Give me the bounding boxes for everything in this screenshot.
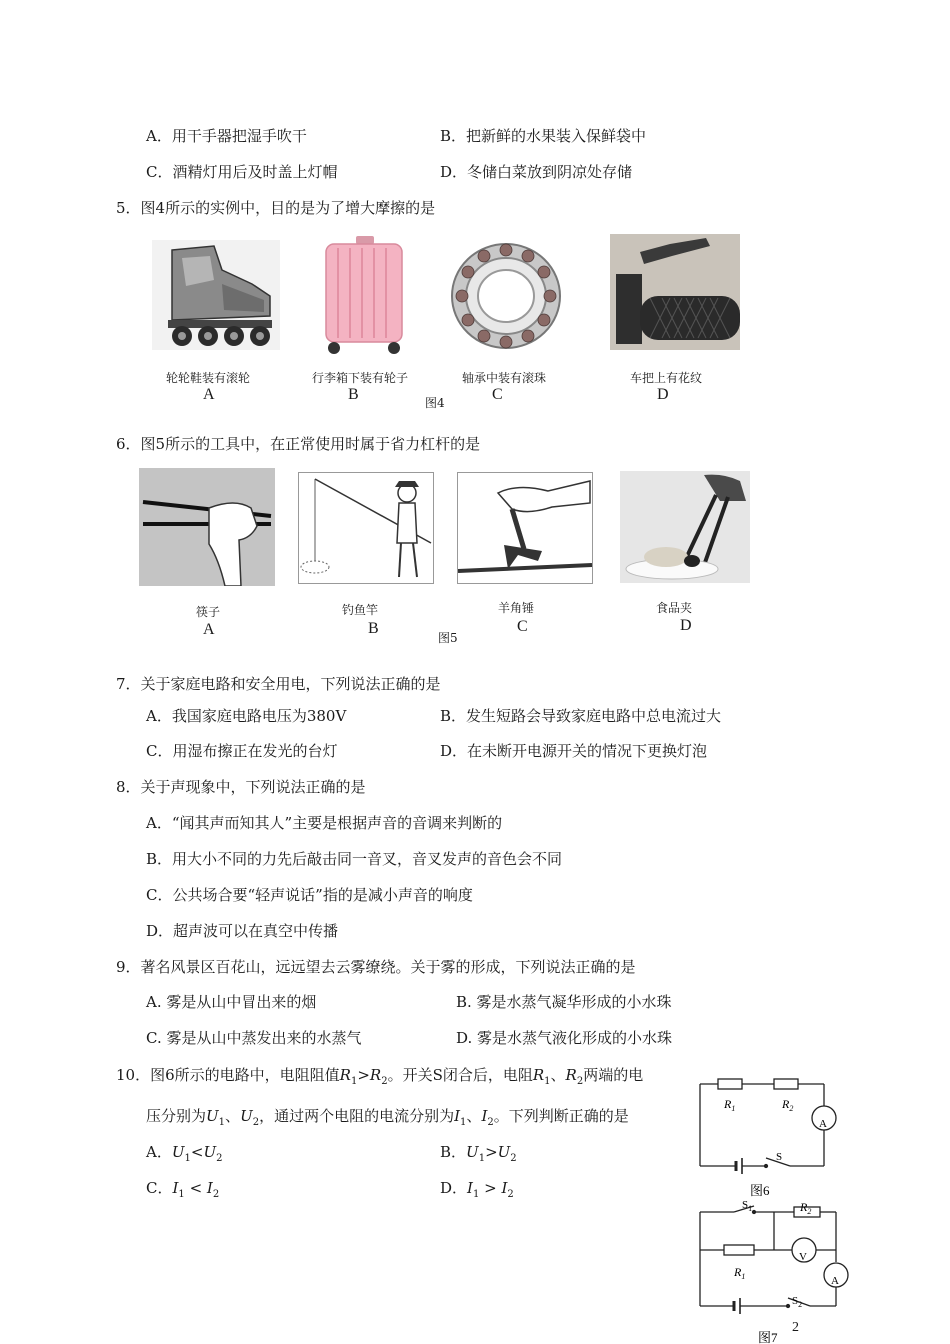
fig6-resistor-r1 bbox=[718, 1079, 742, 1089]
q10-stem-line1: 10．图6所示的电路中，电阻阻值$R_1>R_2$。开关S闭合后，电阻$R_1$、$R_2$两端的电 bbox=[116, 1066, 644, 1087]
fig4-label: 图4 bbox=[425, 396, 445, 410]
svg-text:S1: $S_1$ bbox=[742, 1199, 753, 1213]
fig6-resistor-r2 bbox=[774, 1079, 798, 1089]
fig5-caption-c: 羊角锤 bbox=[498, 601, 535, 615]
fig4-letter-d: D bbox=[657, 386, 669, 403]
q9-stem: 9．著名风景区百花山，远远望去云雾缭绕。关于雾的形成，下列说法正确的是 bbox=[116, 958, 636, 976]
svg-text:图6: 图6 bbox=[750, 1183, 770, 1198]
q7-option-a: A．我国家庭电路电压为380V bbox=[146, 707, 347, 725]
q10-stem-line2: 压分别为$U_1$、$U_2$，通过两个电阻的电流分别为$I_1$、$I_2$。下列判断正确的是 bbox=[146, 1107, 629, 1128]
q5-stem: 5．图4所示的实例中，目的是为了增大摩擦的是 bbox=[116, 199, 436, 217]
fig4-letter-a: A bbox=[203, 386, 215, 403]
svg-text:R2: $R_2$ bbox=[800, 1200, 812, 1216]
bike-handlebar-image bbox=[610, 234, 740, 350]
fig5-letter-d: D bbox=[680, 617, 692, 634]
fig5-caption-a: 筷子 bbox=[196, 605, 221, 619]
fig5-letter-a: A bbox=[203, 621, 215, 638]
q4-option-a: A．用干手器把湿手吹干 bbox=[146, 127, 307, 145]
inline-skate-image bbox=[152, 240, 280, 350]
q7-option-d: D．在未断开电源开关的情况下更换灯泡 bbox=[440, 742, 708, 760]
fishing-rod-image bbox=[298, 472, 434, 584]
svg-text:A: A bbox=[819, 1118, 827, 1130]
q8-stem: 8．关于声现象中，下列说法正确的是 bbox=[116, 778, 366, 796]
q8-option-b: B．用大小不同的力先后敲击同一音叉，音叉发声的音色会不同 bbox=[146, 850, 563, 868]
q9-option-b: B. 雾是水蒸气凝华形成的小水珠 bbox=[456, 993, 672, 1011]
svg-text:图7: 图7 bbox=[758, 1330, 778, 1344]
fig4-caption-c: 轴承中装有滚珠 bbox=[462, 371, 547, 385]
fig5-letter-b: B bbox=[368, 620, 379, 637]
q8-option-c: C．公共场合要“轻声说话”指的是减小声音的响度 bbox=[146, 886, 473, 904]
fig5-letter-c: C bbox=[517, 618, 528, 635]
suitcase-image bbox=[318, 234, 410, 356]
q10-option-b: B．$U_1>U_2$ bbox=[440, 1143, 517, 1164]
fig4-letter-c: C bbox=[492, 386, 503, 403]
page-number: 2 bbox=[792, 1320, 799, 1335]
svg-text:S: S bbox=[776, 1151, 783, 1163]
fig7-resistor-r1 bbox=[724, 1245, 754, 1255]
svg-text:R1: $R_1$ bbox=[734, 1265, 746, 1281]
q4-option-c: C．酒精灯用后及时盖上灯帽 bbox=[146, 163, 338, 181]
fig5-label: 图5 bbox=[438, 631, 458, 645]
q6-stem: 6．图5所示的工具中，在正常使用时属于省力杠杆的是 bbox=[116, 435, 481, 453]
fig4-caption-b: 行李箱下装有轮子 bbox=[312, 371, 409, 385]
q8-option-d: D．超声波可以在真空中传播 bbox=[146, 922, 339, 940]
fig5-caption-d: 食品夹 bbox=[656, 601, 693, 615]
fig6-circuit-diagram bbox=[690, 1070, 840, 1210]
q9-option-d: D. 雾是水蒸气液化形成的小水珠 bbox=[456, 1029, 673, 1047]
fig4-caption-a: 轮轮鞋装有滚轮 bbox=[166, 371, 251, 385]
claw-hammer-image bbox=[457, 472, 593, 584]
svg-text:R2: $R_2$ bbox=[782, 1097, 794, 1113]
q7-option-c: C．用湿布擦正在发光的台灯 bbox=[146, 742, 338, 760]
q4-option-b: B．把新鲜的水果装入保鲜袋中 bbox=[440, 127, 647, 145]
svg-text:S2: $S_2$ bbox=[792, 1295, 803, 1309]
fig7-circuit-diagram bbox=[690, 1198, 860, 1344]
svg-text:A: A bbox=[831, 1275, 839, 1287]
q4-option-d: D．冬储白菜放到阴凉处存储 bbox=[440, 163, 633, 181]
q10-option-c: C．$I_1 < I_2$ bbox=[146, 1179, 220, 1200]
chopsticks-image bbox=[139, 468, 275, 586]
q9-option-c: C. 雾是从山中蒸发出来的水蒸气 bbox=[146, 1029, 362, 1047]
fig4-letter-b: B bbox=[348, 386, 359, 403]
svg-text:R1: $R_1$ bbox=[724, 1097, 736, 1113]
q10-option-d: D．$I_1 > I_2$ bbox=[440, 1179, 514, 1200]
svg-text:V: V bbox=[799, 1251, 807, 1263]
ball-bearing-image bbox=[448, 240, 564, 352]
q7-stem: 7．关于家庭电路和安全用电，下列说法正确的是 bbox=[116, 675, 441, 693]
food-tongs-image bbox=[620, 471, 750, 583]
q8-option-a: A．“闻其声而知其人”主要是根据声音的音调来判断的 bbox=[146, 814, 503, 832]
fig4-caption-d: 车把上有花纹 bbox=[630, 371, 703, 385]
q9-option-a: A. 雾是从山中冒出来的烟 bbox=[146, 993, 317, 1011]
q10-option-a: A．$U_1<U_2$ bbox=[146, 1143, 223, 1164]
q7-option-b: B．发生短路会导致家庭电路中总电流过大 bbox=[440, 707, 722, 725]
fig5-caption-b: 钓鱼竿 bbox=[342, 603, 379, 617]
